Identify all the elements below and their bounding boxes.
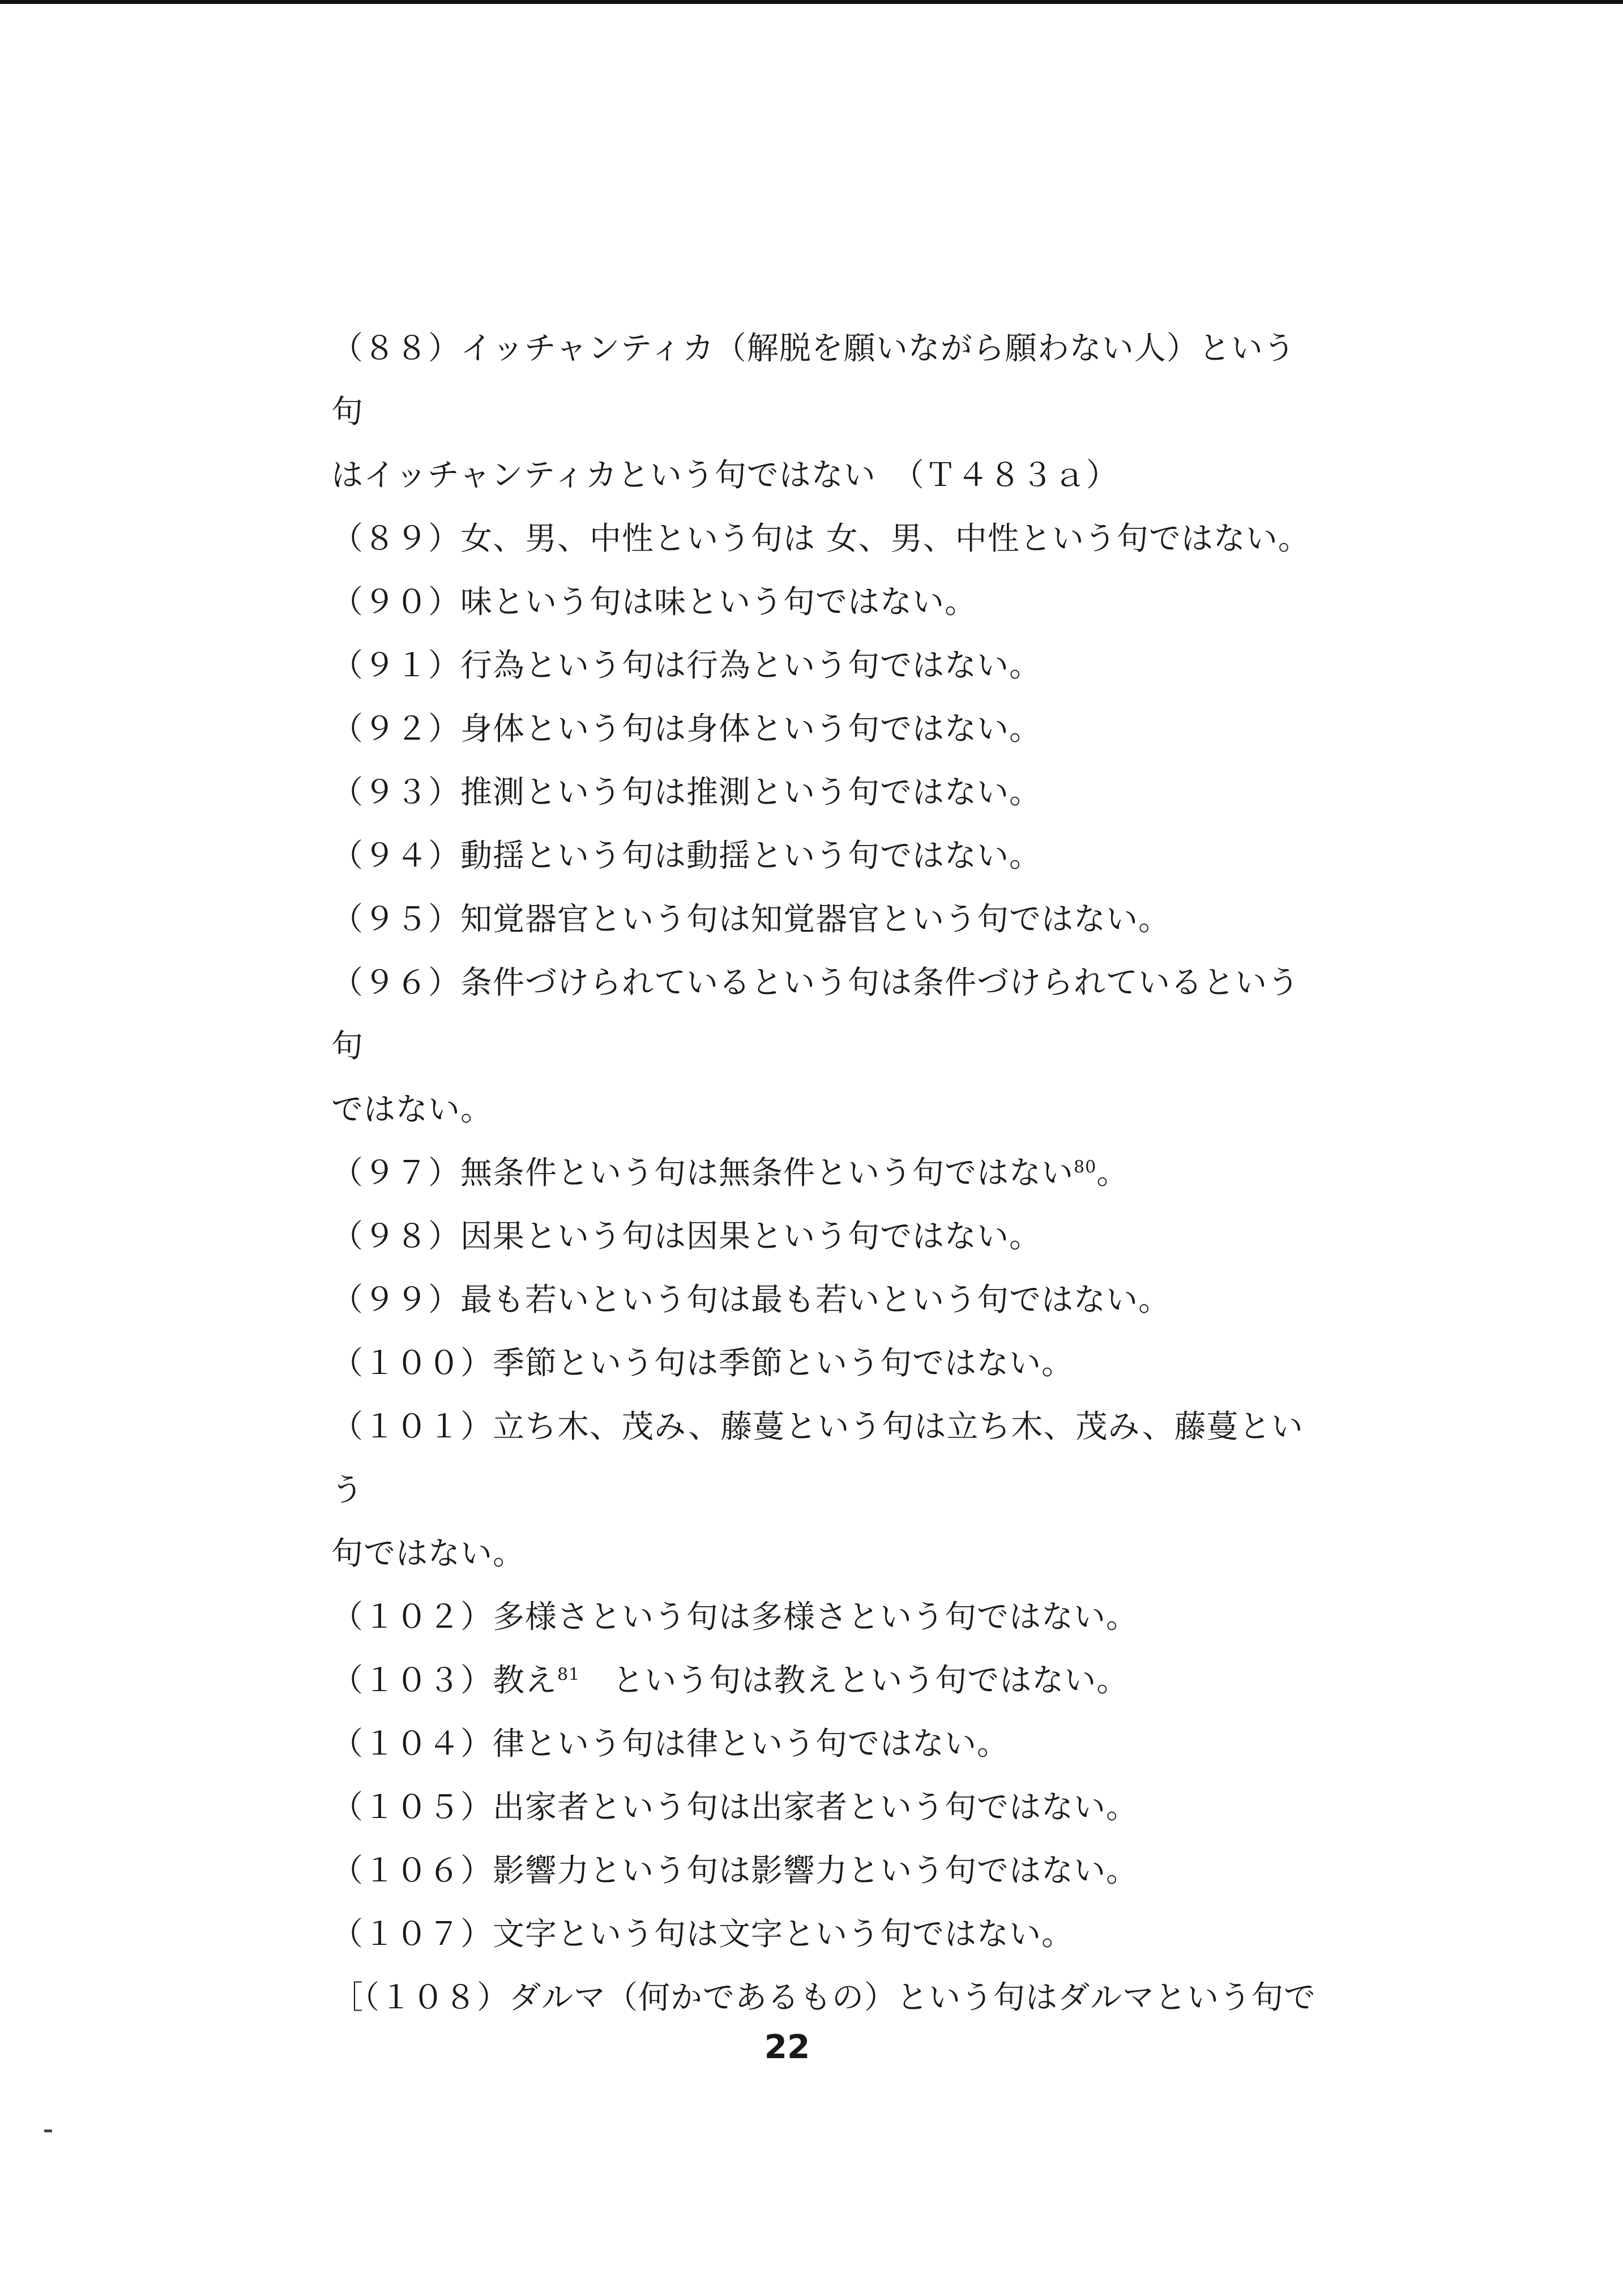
item-text: 因果という句は因果という句ではない。 bbox=[460, 1218, 1041, 1255]
item-number: （１０１） bbox=[331, 1409, 493, 1445]
item-number: （９０） bbox=[331, 584, 460, 621]
item-text: 文字という句は文字という句ではない。 bbox=[493, 1916, 1074, 1953]
page-number: 22 bbox=[764, 2028, 810, 2066]
item-number: （１０２） bbox=[331, 1599, 493, 1636]
item-text: 女、男、中性という句は 女、男、中性という句ではない。 bbox=[460, 520, 1310, 557]
list-item-96 bbox=[331, 951, 1317, 1142]
list-item-93 bbox=[331, 761, 1317, 825]
footnote-marker: 80 bbox=[1074, 1157, 1097, 1177]
item-text: 条件づけられているという句は条件づけられているという句 bbox=[331, 965, 1300, 1065]
item-text: 行為という句は行為という句ではない。 bbox=[460, 647, 1041, 684]
item-number: （１０６） bbox=[331, 1853, 493, 1889]
item-text-continued: ではない。 bbox=[331, 1091, 493, 1128]
item-text: 動揺という句は動揺という句ではない。 bbox=[460, 838, 1041, 874]
item-text-tail: 。 bbox=[1096, 1155, 1129, 1192]
list-item-101 bbox=[331, 1395, 1317, 1586]
list-item-107 bbox=[331, 1903, 1317, 1966]
list-item-104 bbox=[331, 1713, 1317, 1776]
item-number: （９４） bbox=[331, 838, 460, 874]
item-number: （１００） bbox=[331, 1345, 493, 1382]
item-text: 無条件という句は無条件という句ではない bbox=[460, 1155, 1074, 1192]
item-number: （９１） bbox=[331, 647, 460, 684]
item-number: （１０３） bbox=[331, 1662, 493, 1699]
item-number: （９８） bbox=[331, 1218, 460, 1255]
footnote-marker: 81 bbox=[557, 1665, 580, 1685]
item-text-tail: という句は教えという句ではない。 bbox=[580, 1662, 1129, 1699]
item-text-continued: はイッチャンティカという句ではない （Ｔ４８３ａ） bbox=[331, 457, 1118, 494]
item-number: （８９） bbox=[331, 520, 460, 557]
item-text: 律という句は律という句ではない。 bbox=[493, 1726, 1009, 1762]
page-body bbox=[331, 317, 1317, 2030]
item-text: 影響力という句は影響力という句ではない。 bbox=[493, 1853, 1138, 1889]
list-item-98 bbox=[331, 1205, 1317, 1269]
list-item-103 bbox=[331, 1649, 1317, 1713]
item-text: 多様さという句は多様さという句ではない。 bbox=[493, 1599, 1138, 1636]
list-item-91 bbox=[331, 634, 1317, 698]
item-number: ［（１０８） bbox=[331, 1979, 509, 2016]
item-number: （９３） bbox=[331, 774, 460, 811]
item-text: 最も若いという句は最も若いという句ではない。 bbox=[460, 1282, 1171, 1318]
item-text: 立ち木、茂み、藤蔓という句は立ち木、茂み、藤蔓という bbox=[331, 1409, 1304, 1509]
item-number: （８８） bbox=[331, 330, 460, 367]
item-text: 身体という句は身体という句ではない。 bbox=[460, 711, 1041, 748]
item-number: （９６） bbox=[331, 965, 460, 1001]
item-number: （１０７） bbox=[331, 1916, 493, 1953]
list-item-94 bbox=[331, 825, 1317, 888]
list-item-105 bbox=[331, 1776, 1317, 1840]
list-item-88 bbox=[331, 317, 1317, 507]
item-text: 季節という句は季節という句ではない。 bbox=[493, 1345, 1074, 1382]
item-text: イッチャンティカ（解脱を願いながら願わない人）という句 bbox=[331, 330, 1296, 430]
item-text: 推測という句は推測という句ではない。 bbox=[460, 774, 1041, 811]
top-border-rule bbox=[0, 0, 1623, 4]
list-item-89 bbox=[331, 507, 1317, 571]
item-number: （１０４） bbox=[331, 1726, 493, 1762]
item-text: 教え bbox=[493, 1662, 557, 1699]
item-text: 知覚器官という句は知覚器官という句ではない。 bbox=[460, 901, 1171, 938]
list-item-102 bbox=[331, 1586, 1317, 1649]
item-number: （９５） bbox=[331, 901, 460, 938]
item-number: （９７） bbox=[331, 1155, 460, 1192]
list-item-108 bbox=[331, 1966, 1317, 2030]
list-item-95 bbox=[331, 888, 1317, 951]
item-text: 出家者という句は出家者という句ではない。 bbox=[493, 1789, 1138, 1826]
item-number: （１０５） bbox=[331, 1789, 493, 1826]
scan-speck bbox=[44, 2129, 52, 2132]
list-item-97 bbox=[331, 1142, 1317, 1205]
list-item-99 bbox=[331, 1269, 1317, 1332]
item-text: ダルマ（何かであるもの）という句はダルマという句で bbox=[509, 1979, 1316, 2016]
item-text: 味という句は味という句ではない。 bbox=[460, 584, 977, 621]
list-item-90 bbox=[331, 571, 1317, 634]
list-item-100 bbox=[331, 1332, 1317, 1395]
list-item-92 bbox=[331, 698, 1317, 761]
list-item-106 bbox=[331, 1840, 1317, 1903]
item-text-continued: 句ではない。 bbox=[331, 1535, 525, 1572]
item-number: （９２） bbox=[331, 711, 460, 748]
item-number: （９９） bbox=[331, 1282, 460, 1318]
